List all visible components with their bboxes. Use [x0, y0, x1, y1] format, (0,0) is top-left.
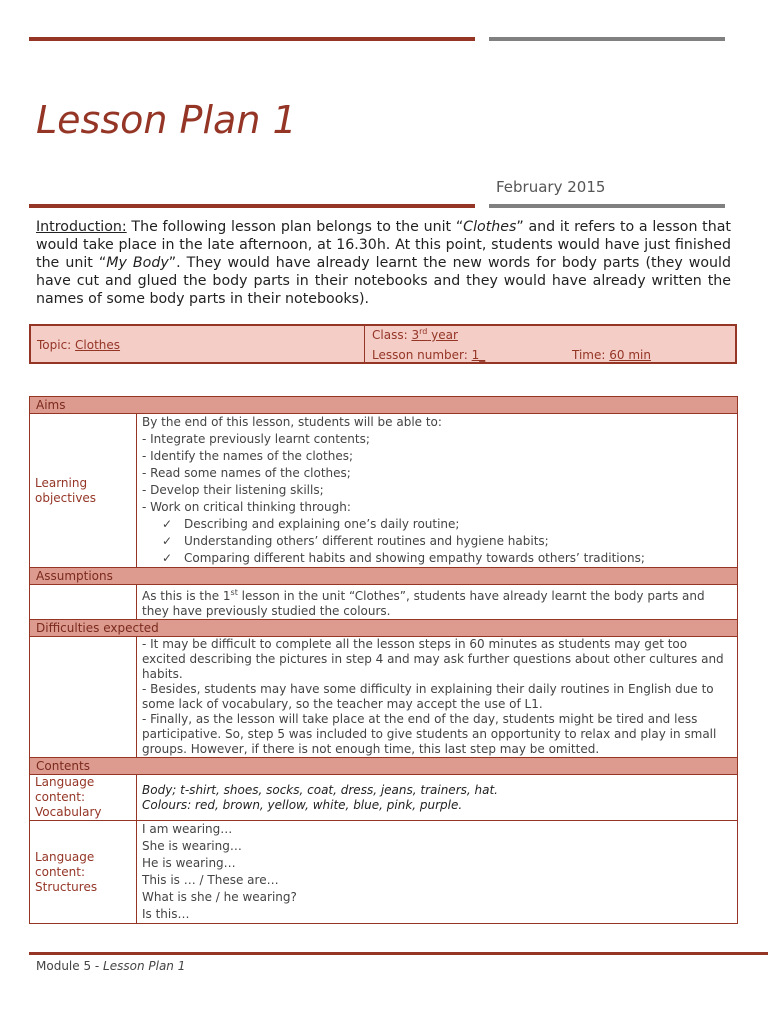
topic-box	[29, 324, 737, 364]
page-title: Lesson Plan 1	[36, 98, 297, 142]
document-date: February 2015	[496, 178, 606, 196]
assumptions-content	[137, 585, 738, 620]
check-item-text: Describing and explaining one’s daily routine;	[184, 517, 460, 531]
topic-value: Clothes	[75, 338, 121, 352]
structure-line: This is … / These are…	[142, 873, 279, 887]
difficulties-header: Difficulties expected	[30, 620, 738, 637]
structure-line: I am wearing…	[142, 822, 233, 836]
check-icon: ✓	[162, 551, 173, 565]
structure-line: What is she / he wearing?	[142, 890, 297, 904]
time-value: 60 min	[609, 348, 651, 362]
objective-item: - Work on critical thinking through:	[142, 500, 351, 514]
class-value	[411, 328, 457, 342]
footer-module: Module 5 -	[36, 959, 104, 973]
assumptions-superscript: st	[230, 588, 238, 597]
introduction-label: Introduction:	[36, 219, 127, 235]
difficulty-paragraph: - Finally, as the lesson will take place at the end of the day, students might be tired and less participative. So, step 5 was included to give students an opportunity to relax and play in small groups. However, if there is not enough time, this last step may be omitted.	[142, 712, 717, 756]
structures-content	[137, 821, 738, 924]
topic-cell	[31, 326, 365, 362]
aims-header-row	[30, 397, 738, 414]
intro-unit-clothes: Clothes	[463, 219, 517, 235]
structures-label: Language content: Structures	[30, 821, 137, 924]
title-rule-gray	[489, 204, 725, 208]
contents-header-row	[30, 758, 738, 775]
intro-unit-my-body: My Body	[106, 255, 169, 271]
class-label: Class:	[372, 328, 412, 342]
class-number: 3	[411, 328, 420, 342]
vocabulary-label: Language content: Vocabulary	[30, 775, 137, 821]
learning-objectives-row	[30, 414, 738, 568]
check-item	[142, 533, 732, 550]
check-item	[142, 550, 732, 567]
class-superscript: rd	[419, 327, 428, 336]
lesson-number-label: Lesson number:	[372, 348, 472, 362]
structure-line: Is this…	[142, 907, 190, 921]
objective-item: - Read some names of the clothes;	[142, 466, 351, 480]
objective-item: - Integrate previously learnt contents;	[142, 432, 370, 446]
topic-label: Topic:	[37, 338, 76, 352]
contents-header: Contents	[30, 758, 738, 775]
intro-text-2: ” and it refers to a lesson that would take place in the late afternoon, at 16.30h. At this point, students would have just finished the unit “	[36, 219, 731, 271]
vocabulary-line: Body; t-shirt, shoes, socks, coat, dress, jeans, trainers, hat.	[142, 782, 498, 797]
lesson-plan-table	[29, 396, 738, 924]
title-rule-red	[29, 204, 475, 208]
time-line	[572, 348, 651, 362]
learning-objectives-label: Learning objectives	[30, 414, 137, 568]
assumptions-header: Assumptions	[30, 568, 738, 585]
vocabulary-row	[30, 775, 738, 821]
structure-line: He is wearing…	[142, 856, 236, 870]
top-rule-red	[29, 37, 475, 41]
lesson-number-value: 1_	[471, 348, 486, 362]
objectives-intro: By the end of this lesson, students will be able to:	[142, 415, 442, 429]
check-item-text: Comparing different habits and showing empathy towards others’ traditions;	[184, 551, 645, 565]
footer-document: Lesson Plan 1	[103, 959, 186, 973]
time-label: Time:	[572, 348, 610, 362]
difficulties-header-row	[30, 620, 738, 637]
aims-header: Aims	[30, 397, 738, 414]
assumptions-text-2: lesson in the unit “Clothes”, students have already learnt the body parts and they have previously studied the colours.	[142, 589, 705, 618]
check-item	[142, 516, 732, 533]
objective-item: - Identify the names of the clothes;	[142, 449, 354, 463]
topic-line	[37, 338, 120, 352]
structure-line: She is wearing…	[142, 839, 242, 853]
intro-text-1: The following lesson plan belongs to the unit “	[126, 219, 464, 235]
footer	[36, 959, 185, 973]
structures-row	[30, 821, 738, 924]
learning-objectives-content	[137, 414, 738, 568]
difficulties-row	[30, 637, 738, 758]
check-icon: ✓	[162, 517, 173, 531]
difficulties-label-cell	[30, 637, 137, 758]
assumptions-row	[30, 585, 738, 620]
assumptions-label-cell	[30, 585, 137, 620]
check-item-text: Understanding others’ different routines and hygiene habits;	[184, 534, 549, 548]
assumptions-header-row	[30, 568, 738, 585]
top-rule-gray	[489, 37, 725, 41]
check-icon: ✓	[162, 534, 173, 548]
vocabulary-content	[137, 775, 738, 821]
difficulty-paragraph: - Besides, students may have some difficulty in explaining their daily routines in English due to some lack of vocabulary, so the teacher may accept the use of L1.	[142, 682, 714, 711]
difficulty-paragraph: - It may be difficult to complete all the lesson steps in 60 minutes as students may get too excited describing the pictures in step 4 and may ask further questions about other cultures and habits.	[142, 637, 724, 681]
vocabulary-line: Colours: red, brown, yellow, white, blue, pink, purple.	[142, 797, 463, 812]
class-rest: year	[427, 328, 458, 342]
lesson-number-line	[372, 348, 485, 362]
introduction-paragraph	[36, 218, 731, 308]
difficulties-content	[137, 637, 738, 758]
assumptions-text-1: As this is the 1	[142, 589, 231, 603]
objective-item: - Develop their listening skills;	[142, 483, 324, 497]
footer-rule	[29, 952, 768, 955]
intro-text-3: ”. They would have already learnt the new words for body parts (they would have cut and glued the body parts in their notebooks and they would have already written the names of some body parts in their notebooks).	[36, 255, 731, 307]
class-line	[372, 327, 458, 342]
